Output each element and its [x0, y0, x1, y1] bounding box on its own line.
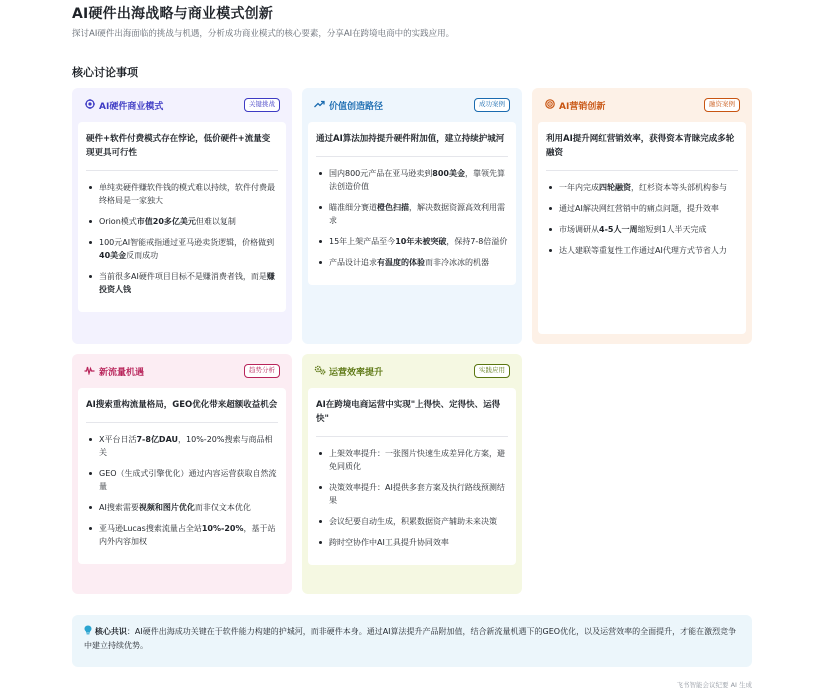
- card-bullets: [86, 433, 278, 548]
- card-header: [78, 94, 286, 116]
- list-item: 决策效率提升：AI提供多套方案及执行路线预测结果: [316, 481, 508, 507]
- target-circle-icon: [544, 99, 555, 112]
- card-title: AI硬件商业模式: [99, 101, 164, 112]
- page-title: AI硬件出海战略与商业模式创新: [72, 6, 274, 22]
- card-summary: AI在跨境电商运营中实现"上得快、定得快、运得快": [316, 398, 508, 437]
- card-title: 价值创造路径: [329, 101, 384, 112]
- core-consensus-text: ：AI硬件出海成功关键在于软件能力构建的护城河，而非硬件本身。通过AI算法提升产品附加值，结合新流量机遇下的GEO优化，以及运营效率的全面提升，才能在激烈竞争中建立持续优势。: [84, 627, 737, 650]
- list-item: Orion模式市值20多亿美元但难以复制: [86, 215, 278, 228]
- list-item: X平台日活7-8亿DAU，10%-20%搜索与商品相关: [86, 433, 278, 459]
- card-tag: 趋势分析: [244, 364, 280, 378]
- card-operational-efficiency: [302, 354, 522, 594]
- card-body: [308, 388, 516, 565]
- section-title: 核心讨论事项: [72, 66, 138, 79]
- card-ai-hardware-business-model: [72, 88, 292, 344]
- card-body: [538, 122, 746, 334]
- card-header: [538, 94, 746, 116]
- card-body: [78, 388, 286, 564]
- list-item: 100元AI智能戒指通过亚马逊卖货逻辑，价格做到40美金反而成功: [86, 236, 278, 262]
- target-icon: [84, 99, 95, 112]
- list-item: 15年上架产品至今10年未被突破，保持7-8倍溢价: [316, 235, 508, 248]
- list-item: 一年内完成四轮融资，红杉资本等头部机构参与: [546, 181, 738, 194]
- core-consensus-box: [72, 615, 752, 667]
- list-item: 跨时空协作中AI工具提升协同效率: [316, 536, 508, 549]
- card-title: 新流量机遇: [99, 367, 145, 378]
- list-item: 产品设计追求有温度的体验而非冷冰冰的机器: [316, 256, 508, 269]
- card-value-creation-path: [302, 88, 522, 344]
- footer-note: 飞书智能会议纪要 AI 生成: [676, 681, 752, 689]
- list-item: GEO（生成式引擎优化）通过内容运营获取自然流量: [86, 467, 278, 493]
- card-body: [308, 122, 516, 285]
- trend-up-icon: [314, 99, 325, 112]
- list-item: 瞄准细分赛道橙色扫描，解决数据资源高效利用需求: [316, 201, 508, 227]
- list-item: 通过AI解决网红营销中的痛点问题，提升效率: [546, 202, 738, 215]
- core-consensus-label: 核心共识: [94, 627, 127, 636]
- list-item: 市场调研从4-5人一周缩短到1人半天完成: [546, 223, 738, 236]
- card-summary: AI搜索重构流量格局，GEO优化带来超额收益机会: [86, 398, 278, 423]
- list-item: 会议纪要自动生成，积累数据资产辅助未来决策: [316, 515, 508, 528]
- page-subtitle: 探讨AI硬件出海面临的挑战与机遇，分析成功商业模式的核心要素，分享AI在跨境电商中的实践应用。: [72, 29, 455, 39]
- list-item: 当前很多AI硬件项目目标不是赚消费者钱，而是赚投资人钱: [86, 270, 278, 296]
- card-ai-marketing-innovation: [532, 88, 752, 344]
- list-item: 亚马逊Lucas搜索流量占全站10%-20%，基于站内外内容加权: [86, 522, 278, 548]
- card-bullets: [316, 447, 508, 549]
- card-body: [78, 122, 286, 312]
- card-header: [308, 94, 516, 116]
- card-title: AI营销创新: [559, 101, 606, 112]
- card-new-traffic-opportunities: [72, 354, 292, 594]
- card-tag: 关键挑战: [244, 98, 280, 112]
- card-header: [308, 360, 516, 382]
- card-tag: 成功案例: [474, 98, 510, 112]
- pulse-icon: [84, 365, 95, 378]
- card-bullets: [316, 167, 508, 269]
- card-header: [78, 360, 286, 382]
- card-tag: 融资案例: [704, 98, 740, 112]
- list-item: AI搜索需要视频和图片优化而非仅文本优化: [86, 501, 278, 514]
- card-summary: 通过AI算法加持提升硬件附加值，建立持续护城河: [316, 132, 508, 157]
- list-item: 单纯卖硬件赚软件钱的模式难以持续，软件付费最终格局是一家独大: [86, 181, 278, 207]
- card-tag: 实践应用: [474, 364, 510, 378]
- card-summary: 利用AI提升网红营销效率，获得资本青睐完成多轮融资: [546, 132, 738, 171]
- list-item: 国内800元产品在亚马逊卖到800美金，靠领先算法创造价值: [316, 167, 508, 193]
- card-summary: 硬件+软件付费模式存在悖论，低价硬件+流量变现更具可行性: [86, 132, 278, 171]
- gears-icon: [314, 365, 325, 378]
- card-title: 运营效率提升: [329, 367, 384, 378]
- card-bullets: [546, 181, 738, 257]
- list-item: 上架效率提升：一张图片快速生成差异化方案，避免同质化: [316, 447, 508, 473]
- lightbulb-icon: [84, 627, 95, 637]
- list-item: 达人建联等重复性工作通过AI代理方式节省人力: [546, 244, 738, 257]
- card-bullets: [86, 181, 278, 296]
